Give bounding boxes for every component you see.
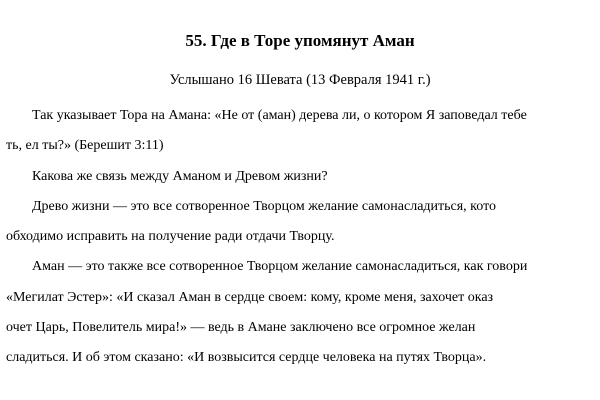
paragraph: сладиться. И об этом сказано: «И возвысится сердце человека на путях Творца». bbox=[6, 350, 487, 366]
page-title: 55. Где в Торе упомянут Аман bbox=[185, 31, 415, 50]
paragraph: Древо жизни — это все сотворенное Творцом желание самонасладиться, кото bbox=[32, 198, 497, 214]
document-body bbox=[0, 105, 600, 368]
paragraph: «Мегилат Эстер»: «И сказал Аман в сердце своем: кому, кроме меня, захочет оказ bbox=[6, 289, 494, 305]
paragraph: очет Царь, Повелитель мира!» — ведь в Амане заключено все огромное желан bbox=[6, 319, 476, 335]
paragraph: обходимо исправить на получение ради отдачи Творцу. bbox=[6, 229, 335, 245]
document-subtitle: Услышано 16 Шевата (13 Февраля 1941 г.) bbox=[169, 72, 431, 89]
paragraph: ть, ел ты?» (Берешит 3:11) bbox=[6, 138, 164, 154]
paragraph: Так указывает Тора на Амана: «Не от (аман) дерева ли, о котором Я заповедал тебе bbox=[32, 108, 527, 124]
paragraph: Какова же связь между Аманом и Древом жизни? bbox=[32, 168, 328, 184]
paragraph: Аман — это также все сотворенное Творцом желание самонасладиться, как говори bbox=[32, 259, 528, 275]
